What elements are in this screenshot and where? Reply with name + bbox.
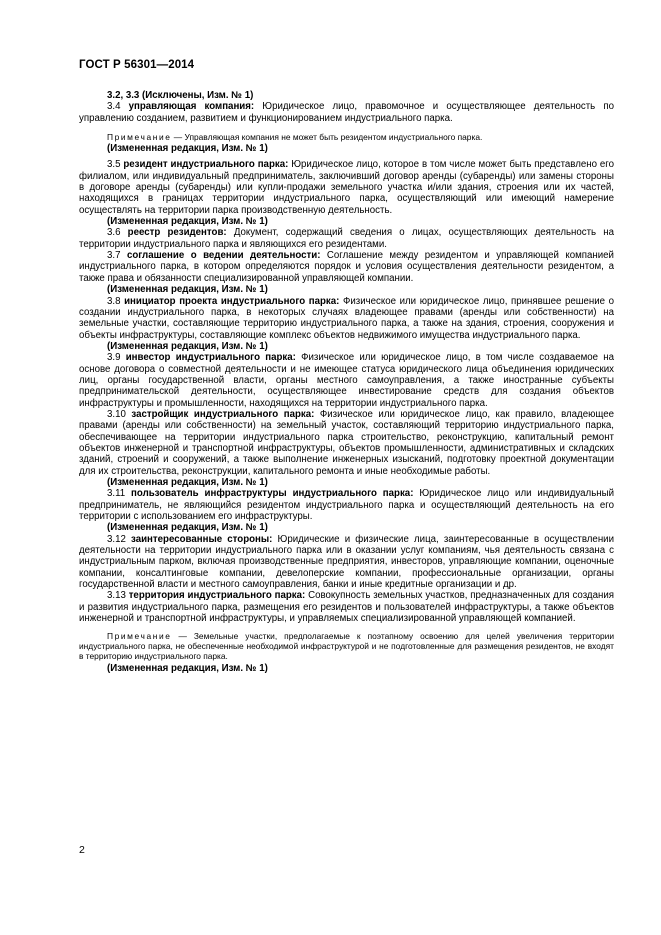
- edited-marker: (Измененная редакция, Изм. № 1): [107, 340, 268, 352]
- edited-marker: (Измененная редакция, Изм. № 1): [107, 216, 268, 228]
- paragraph-term: соглашение о ведении деятельности:: [126, 250, 321, 262]
- paragraph: [79, 409, 614, 477]
- paragraph-term: резидент индустриального парка:: [123, 159, 289, 171]
- note-label: Примечание: [107, 132, 172, 143]
- paragraph: [79, 101, 614, 124]
- paragraph-number: 3.7: [107, 250, 121, 262]
- paragraph-number: 3.11: [107, 488, 126, 500]
- paragraph-text: Юридические и физические лица, заинтересованные в осуществлении деятельности на территории индустриального парка или в оказании услуг компаниям, чья деятельность связана с индустриальным парком, включая производственные предприятия, инвесторов, управляющие компании, оценочные компании, консалтинговые компании, девелоперские компании, профессиональные организации, органы государственной власти и местного самоуправления, банки и иные кредитные организации и др.: [79, 533, 614, 591]
- paragraph-number: 3.10: [107, 408, 126, 420]
- paragraph-term: застройщик индустриального парка:: [131, 408, 315, 420]
- paragraph: [79, 488, 614, 522]
- paragraph-term: заинтересованные стороны:: [131, 533, 273, 545]
- edited-marker: (Измененная редакция, Изм. № 1): [107, 663, 268, 675]
- note-label: Примечание: [107, 631, 172, 642]
- document-body: [79, 90, 614, 675]
- paragraph-text: Юридическое лицо или индивидуальный предприниматель, не являющийся резидентом индустриального парка и осуществляющий деятельность на его территории с использованием его инфраструктуры.: [79, 488, 614, 523]
- paragraph-number: 3.13: [107, 590, 126, 602]
- paragraph-term: территория индустриального парка:: [128, 590, 306, 602]
- note: [79, 631, 614, 661]
- paragraph: [79, 296, 614, 341]
- note: [79, 132, 614, 142]
- paragraph-number: 3.9: [107, 352, 121, 364]
- edited-marker: (Измененная редакция, Изм. № 1): [107, 522, 268, 534]
- paragraph-term: управляющая компания:: [128, 101, 255, 113]
- paragraph-text: Физическое или юридическое лицо, как правило, владеющее правами (аренды или собственности) на земельный участок, составляющий территорию индустриального парка, обеспечивающее на территории индустриального парка строительство, реконструкцию, капитальный ремонт объектов инженерной и транспортной инфраструктуры, объектов промышленности, административных и складских зданий, строений и сооружений, а также выполнение инженерных изысканий, подготовку проектной документации для их строительства, реконструкции, капитального ремонта и иные необходимые работы.: [79, 408, 614, 477]
- note-text: — Земельные участки, предполагаемые к поэтапному освоению для целей увеличения территории индустриального парка, не обеспеченные необходимой инфраструктурой и не подготовленные для размещения резидентов, не входят в территорию индустриального парка.: [79, 631, 614, 662]
- paragraph-text: Соглашение между резидентом и управляющей компанией индустриального парка, в котором определяются порядок и условия осуществления деятельности резидентом, а также права и обязанности специализированной управляющей компании.: [79, 250, 614, 284]
- paragraph-number: 3.4: [107, 101, 121, 113]
- paragraph-number: 3.8: [107, 295, 121, 307]
- paragraph: [79, 590, 614, 624]
- paragraph-text: Документ, содержащий сведения о лицах, осуществляющих деятельность на территории индустриального парка и являющихся его резидентами.: [79, 227, 614, 250]
- paragraph-number: 3.12: [107, 533, 126, 545]
- paragraph: [79, 90, 614, 101]
- paragraph-term: инвестор индустриального парка:: [125, 352, 296, 364]
- paragraph-text: Юридическое лицо, правомочное и осуществляющее деятельность по управлению созданием, развитием и функционированием индустриального парка.: [79, 101, 615, 124]
- document-header: ГОСТ Р 56301—2014: [79, 59, 195, 71]
- paragraph-term: реестр резидентов:: [127, 227, 227, 239]
- paragraph: [79, 227, 614, 250]
- paragraph: [79, 352, 614, 409]
- paragraph-term: пользователь инфраструктуры индустриального парка:: [131, 488, 414, 500]
- note-text: — Управляющая компания не может быть резидентом индустриального парка.: [171, 132, 483, 143]
- paragraph-term: 3.2, 3.3 (Исключены, Изм. № 1): [107, 90, 254, 101]
- paragraph: [79, 250, 614, 284]
- edited-marker: (Измененная редакция, Изм. № 1): [107, 284, 268, 296]
- page-number: 2: [79, 844, 85, 856]
- paragraph: [79, 534, 614, 591]
- paragraph-number: 3.5: [107, 159, 121, 171]
- paragraph-text: Юридическое лицо, которое в том числе может быть представлено его филиалом, или индивидуальный предприниматель, заключивший договор аренды (субаренды) или замены стороны в договоре аренды (субаренды) или купли-продажи земельного участка и/или здания, строения или их частей, находящихся в границах территории индустриального парка, осуществляющий или имеющий намерение осуществлять на территории парка производственную деятельность.: [79, 159, 614, 216]
- paragraph-term: инициатор проекта индустриального парка:: [124, 295, 340, 307]
- paragraph: [79, 159, 614, 216]
- edited-marker: (Измененная редакция, Изм. № 1): [107, 143, 268, 155]
- paragraph-text: Совокупность земельных участков, предназначенных для создания и развития индустриального парка, размещения его резидентов и пользователей инфраструктуры, а также объектов инженерной и транспортной инфраструктуры, и управляемых специализированной управляющей компанией.: [79, 590, 614, 625]
- paragraph-number: 3.6: [107, 227, 121, 239]
- edited-marker: (Измененная редакция, Изм. № 1): [107, 477, 268, 488]
- paragraph-text: Физическое или юридическое лицо, в том числе создаваемое на основе договора о совместной деятельности и не имеющее статуса юридического лица объединения юридических лиц, органы государственной власти, органы местного самоуправления, а также иностранные субъекты предпринимательской деятельности, осуществляющее инвестирование средств для создания объектов инфраструктуры и промышленности, находящихся на территории индустриального парка.: [79, 352, 614, 409]
- paragraph-text: Физическое или юридическое лицо, принявшее решение о создании индустриального парка, в некоторых случаях владеющее правами (аренды или собственности) на земельные участки, составляющие территорию индустриального парка, а также на здания, строения, сооружения и объекты инфраструктуры, составляющие комплекс объектов недвижимого имущества индустриального парка.: [79, 295, 615, 341]
